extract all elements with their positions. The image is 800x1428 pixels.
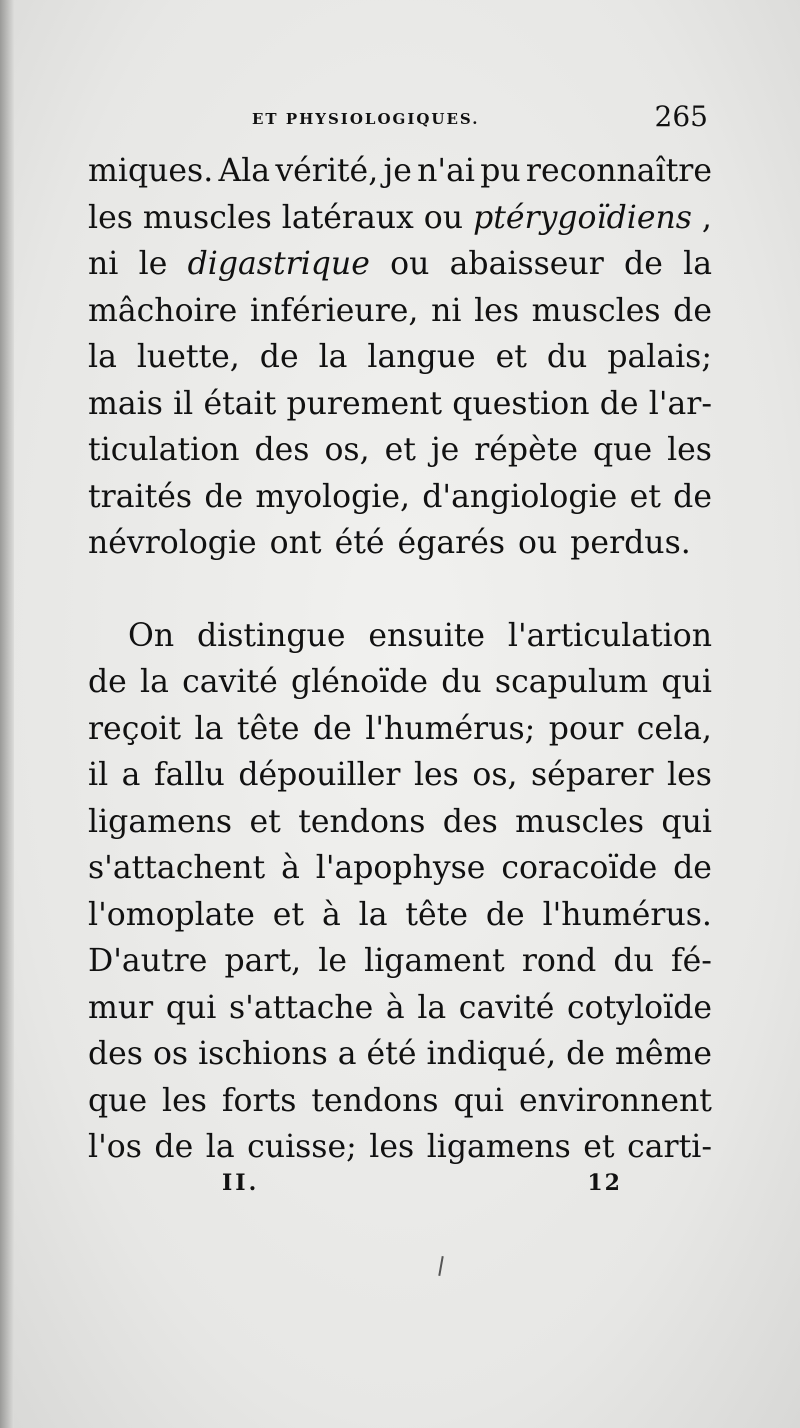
text-line [88,1031,712,1078]
italic-term: ptérygoïdiens [473,199,692,236]
word: traités [88,478,193,515]
word: qui [165,989,217,1026]
word: ensuite [368,617,486,654]
word: de [88,664,127,700]
word: question [452,385,590,422]
word: qui [661,803,712,840]
word: fé- [671,943,712,979]
word: l'ar- [648,385,712,422]
word: et [495,339,527,375]
word: et [272,896,305,933]
word: qui [453,1082,505,1119]
word: de [154,1129,194,1165]
word: de [673,478,712,515]
word: que [88,1082,148,1119]
word: du [546,339,588,375]
word: des [254,432,310,468]
word: cavité [182,664,278,700]
word: D'autre [88,943,208,979]
word: l'humérus; [365,710,536,747]
word: ou [423,199,464,236]
word: les [667,757,712,793]
word: était [203,385,277,422]
word: névrologie [88,525,257,561]
word: ont [269,525,322,561]
signature-number: 12 [587,1170,622,1196]
word: ni [431,292,462,329]
word: abaisseur [449,246,604,282]
word: purement [286,385,443,422]
word: la [194,710,224,747]
word: dépouiller [238,757,401,793]
word: et [583,1129,615,1165]
word: de [673,850,712,886]
word: du [613,943,654,979]
word: ou [518,525,558,561]
word: pour [548,710,624,747]
word: les [88,199,133,236]
text-line [88,799,712,846]
word: la [683,246,712,282]
word: glénoïde [290,664,428,700]
word: os, [324,432,370,468]
word: ni [88,246,119,282]
word: Ala [218,153,271,189]
word: ou [390,246,430,282]
word: muscles [142,199,272,236]
word: l'os [88,1129,142,1165]
word: ligamens [426,1129,571,1165]
word: cavité [458,989,555,1026]
word: à [281,850,300,886]
word: la [140,664,169,700]
word: de [313,710,352,747]
text-line [88,148,712,195]
word: l'articulation [507,617,712,654]
word: ligament [364,943,505,979]
text-line [88,938,712,985]
word: le [318,943,347,979]
text-line [88,195,712,242]
word: la [318,339,348,375]
word: été [366,1036,417,1072]
text-line [88,752,712,799]
word: luette, [136,339,240,375]
word: muscles [531,292,661,329]
word: de [566,1036,605,1072]
text-line [88,659,712,706]
word: cela, [636,710,712,747]
word: à [321,896,341,933]
word: tendons [311,1082,439,1119]
word: carti- [627,1129,712,1165]
word: même [614,1036,712,1072]
word: s'attache [229,989,374,1026]
word: n'ai [417,153,475,189]
word: On [128,617,175,654]
word: langue [367,339,476,375]
word: l'humérus. [542,896,712,933]
text-line [88,288,712,335]
word: je [430,432,460,468]
word: séparer [531,757,654,793]
word: la [417,989,447,1026]
text-line [88,381,712,428]
text-line [88,985,712,1032]
word: les [474,292,519,329]
word: a [121,757,141,793]
word: coracoïde [501,850,658,886]
page-header [252,100,708,140]
paragraph-gap [88,567,712,613]
italic-term: digastrique [187,246,370,282]
word: inférieure, [249,292,419,329]
word: fallu [153,757,225,793]
word: indiqué, [426,1036,557,1072]
text-line [88,520,712,567]
word: forts [221,1082,297,1119]
text-line [88,613,712,660]
word: et [629,478,661,515]
word: os, [472,757,518,793]
text-line [88,427,712,474]
word: environnent [518,1082,712,1119]
word: l'omoplate [88,896,255,933]
word: été [334,525,385,561]
word: cotyloïde [567,989,712,1026]
text-line [88,1078,712,1125]
word: et [249,803,281,840]
page-edge-shadow [0,0,14,1428]
word: muscles [515,803,645,840]
word: le [138,246,168,282]
word: latéraux [281,199,414,236]
word: mais [88,385,163,422]
word: la [88,339,117,375]
paragraph [88,613,712,1171]
word: les [413,757,459,793]
word: il [88,757,109,793]
word: qui [661,664,712,700]
word: tête [405,896,468,933]
word: de [485,896,525,933]
word: vérité, [275,153,379,189]
word: a [337,1036,357,1072]
word: mur [88,989,154,1026]
body-text [88,148,712,1171]
word: les [369,1129,415,1165]
word: part, [224,943,302,979]
page-footer [222,1170,622,1210]
word: s'attachent [88,850,266,886]
word: et [384,432,416,468]
word: tête [236,710,300,747]
word: de [259,339,299,375]
word: la [358,896,388,933]
text-line [88,334,712,381]
word: égarés [397,525,505,561]
word: de [204,478,244,515]
word: miques. [88,153,214,189]
word: rond [521,943,597,979]
word: du [441,664,482,700]
text-line [88,706,712,753]
word: distingue [196,617,346,654]
page-number: 265 [654,100,708,133]
word: scapulum [494,664,649,700]
word: l'apophyse [315,850,486,886]
word: cuisse; [247,1129,357,1165]
word: perdus. [570,525,691,561]
word: tendons [298,803,426,840]
signature-volume: II. [222,1170,260,1196]
word: palais; [607,339,712,375]
word: ischions [198,1036,328,1072]
word: myologie, [255,478,410,515]
word: de [624,246,663,282]
word: pu [480,153,521,189]
text-line [88,474,712,521]
word: des [442,803,498,840]
word: la [205,1129,235,1165]
text-line [88,1124,712,1171]
paragraph [88,148,712,567]
word: reçoit [88,710,182,747]
word: il [173,385,194,422]
word: les [667,432,712,468]
stray-mark [438,1256,443,1276]
word: de [673,292,712,329]
word: les [162,1082,207,1119]
word: que [593,432,653,468]
word: os [152,1036,189,1072]
word: des [88,1036,143,1072]
word: , [701,199,712,236]
word: de [599,385,639,422]
running-head: ET PHYSIOLOGIQUES. [252,110,480,128]
word: mâchoire [88,292,238,329]
word: à [385,989,405,1026]
text-line [88,892,712,939]
word: je [383,153,412,189]
word: reconnaître [525,153,712,189]
text-line [88,845,712,892]
word: ticulation [88,432,240,468]
word: d'angiologie [422,478,618,515]
word: ligamens [88,803,233,840]
word: répète [474,432,579,468]
text-line [88,241,712,288]
